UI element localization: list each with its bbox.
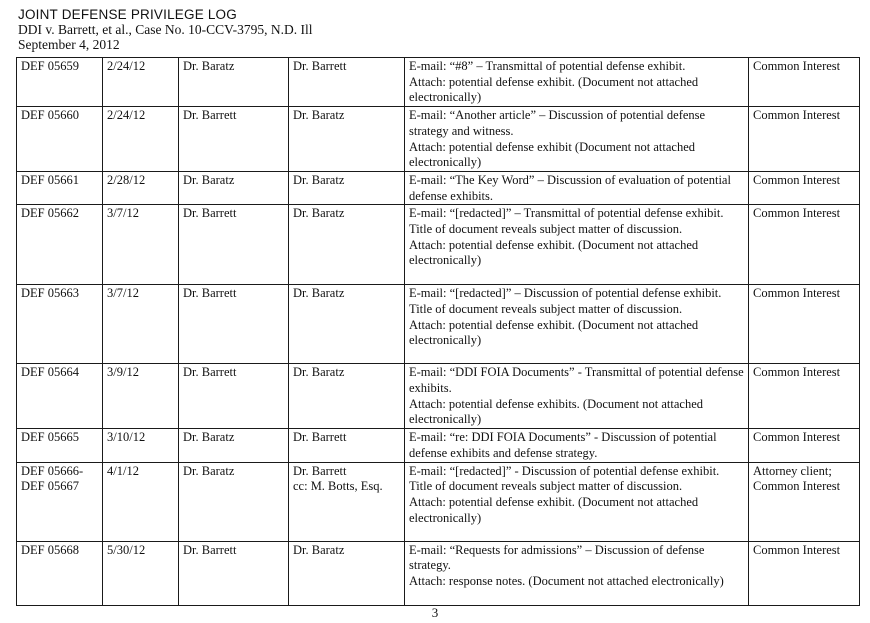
doc-number-cell: DEF 05664 [17,364,103,429]
privilege-cell: Common Interest [749,541,860,605]
case-caption: DDI v. Barrett, et al., Case No. 10-CCV-3795, N.D. Ill [18,22,313,37]
privilege-cell: Common Interest [749,58,860,107]
description-cell: E-mail: “[redacted]” - Discussion of potential defense exhibit. Title of document reveals subject matter of discussion. Attach: potential defense exhibit. (Document not attached electronically) [405,462,749,541]
author-cell: Dr. Baratz [179,462,289,541]
recipient-cell: Dr. Barrett [289,58,405,107]
privilege-cell: Attorney client; Common Interest [749,462,860,541]
description-cell: E-mail: “[redacted]” – Discussion of potential defense exhibit. Title of document reveals subject matter of discussion. Attach: potential defense exhibit. (Document not attached electronically) [405,285,749,364]
doc-number-cell: DEF 05668 [17,541,103,605]
date-cell: 5/30/12 [103,541,179,605]
description-cell: E-mail: “Requests for admissions” – Discussion of defense strategy. Attach: response notes. (Document not attached electronically) [405,541,749,605]
date-cell: 3/7/12 [103,285,179,364]
description-cell: E-mail: “#8” – Transmittal of potential defense exhibit. Attach: potential defense exhibit. (Document not attached electronically) [405,58,749,107]
privilege-cell: Common Interest [749,171,860,204]
log-entry-row [17,429,860,462]
date-cell: 2/28/12 [103,171,179,204]
privilege-cell: Common Interest [749,285,860,364]
recipient-cell: Dr. Baratz [289,205,405,285]
author-cell: Dr. Barrett [179,107,289,172]
log-entry-row [17,541,860,605]
doc-number-cell: DEF 05659 [17,58,103,107]
doc-number-cell: DEF 05660 [17,107,103,172]
recipient-cell: Dr. Baratz [289,541,405,605]
document-date: September 4, 2012 [18,37,120,52]
author-cell: Dr. Barrett [179,285,289,364]
document-header [18,7,312,52]
author-cell: Dr. Barrett [179,541,289,605]
author-cell: Dr. Baratz [179,58,289,107]
recipient-cell: Dr. Baratz [289,171,405,204]
doc-number-cell: DEF 05663 [17,285,103,364]
date-cell: 2/24/12 [103,107,179,172]
log-entry-row [17,107,860,172]
recipient-cell: Dr. Baratz [289,364,405,429]
date-cell: 4/1/12 [103,462,179,541]
privilege-cell: Common Interest [749,429,860,462]
recipient-cell: Dr. Barrett [289,429,405,462]
log-entry-row [17,58,860,107]
privilege-cell: Common Interest [749,364,860,429]
description-cell: E-mail: “DDI FOIA Documents” - Transmittal of potential defense exhibits. Attach: potential defense exhibits. (Document not attached electronically) [405,364,749,429]
author-cell: Dr. Barrett [179,205,289,285]
description-cell: E-mail: “Another article” – Discussion of potential defense strategy and witness. Attach: potential defense exhibit (Document not attached electronically) [405,107,749,172]
log-entry-row [17,171,860,204]
log-entry-row [17,462,860,541]
description-cell: E-mail: “The Key Word” – Discussion of evaluation of potential defense exhibits. [405,171,749,204]
date-cell: 3/10/12 [103,429,179,462]
log-entry-row [17,285,860,364]
privilege-cell: Common Interest [749,205,860,285]
privilege-log-table [16,57,860,606]
description-cell: E-mail: “re: DDI FOIA Documents” - Discussion of potential defense exhibits and defense strategy. [405,429,749,462]
description-cell: E-mail: “[redacted]” – Transmittal of potential defense exhibit. Title of document reveals subject matter of discussion. Attach: potential defense exhibit. (Document not attached electronically) [405,205,749,285]
doc-number-cell: DEF 05665 [17,429,103,462]
doc-number-cell: DEF 05662 [17,205,103,285]
doc-number-cell: DEF 05661 [17,171,103,204]
author-cell: Dr. Barrett [179,364,289,429]
recipient-cell: Dr. Baratz [289,285,405,364]
page-number: 3 [431,605,439,620]
recipient-cell: Dr. Baratz [289,107,405,172]
log-entry-row [17,205,860,285]
privilege-log-body [17,58,860,606]
doc-number-cell: DEF 05666- DEF 05667 [17,462,103,541]
recipient-cell: Dr. Barrett cc: M. Botts, Esq. [289,462,405,541]
privilege-cell: Common Interest [749,107,860,172]
log-entry-row [17,364,860,429]
author-cell: Dr. Baratz [179,429,289,462]
date-cell: 2/24/12 [103,58,179,107]
date-cell: 3/7/12 [103,205,179,285]
document-title: JOINT DEFENSE PRIVILEGE LOG [18,7,237,22]
author-cell: Dr. Baratz [179,171,289,204]
date-cell: 3/9/12 [103,364,179,429]
